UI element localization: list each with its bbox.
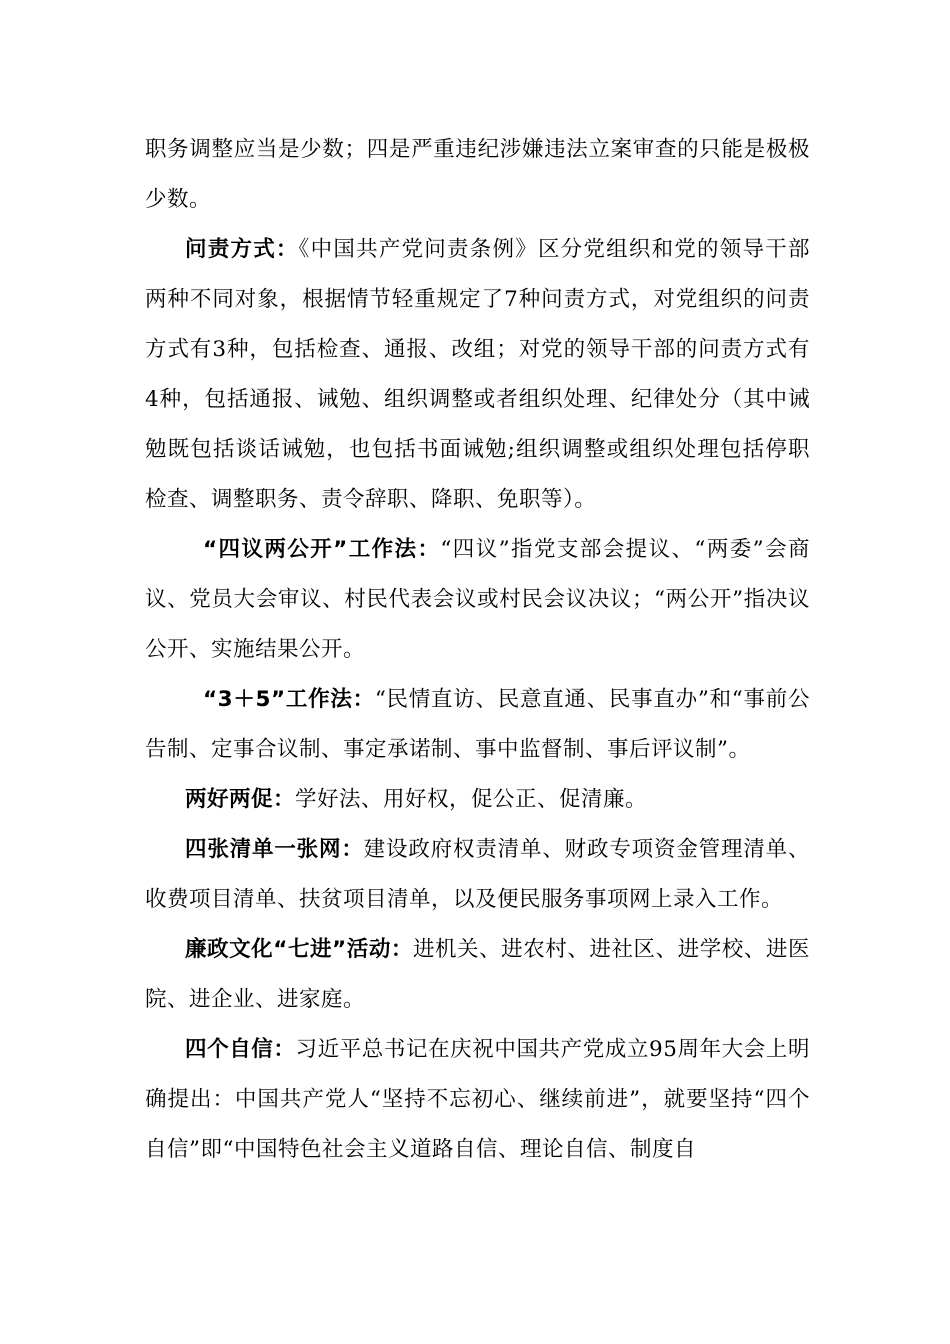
paragraph-four-discussions (145, 525, 810, 675)
paragraph-text: “民情直访、民意直通、民事直办”和“事前公告制、定事合议制、事定承诺制、事中监督制、事后评议制”。 (145, 687, 810, 762)
paragraph-text: 职务调整应当是少数；四是严重违纪涉嫌违法立案审查的只能是极极少数。 (145, 137, 810, 212)
paragraph-accountability-methods (145, 225, 810, 525)
paragraph-text: “四议”指党支部会提议、“两委”会商议、党员大会审议、村民代表会议或村民会议决议；“两公开”指决议公开、实施结果公开。 (145, 537, 811, 662)
paragraph-term: 四张清单一张网： (185, 837, 364, 862)
paragraph-text: 《中国共产党问责条例》区分党组织和党的领导干部两种不同对象，根据情节轻重规定了7种问责方式，对党组织的问责方式有3种，包括检查、通报、改组；对党的领导干部的问责方式有4种，包括通报、诫勉、组织调整或者组织处理、纪律处分（其中诫勉既包括谈话诫勉，也包括书面诫勉;组织调整或组织处理包括停职检查、调整职务、责令辞职、降职、免职等）。 (145, 237, 810, 512)
paragraph-term: 问责方式： (185, 237, 299, 262)
paragraph-text: 习近平总书记在庆祝中国共产党成立95周年大会上明确提出：中国共产党人“坚持不忘初心、继续前进”，就要坚持“四个自信”即“中国特色社会主义道路自信、理论自信、制度自 (145, 1037, 810, 1162)
paragraph-3plus5-method (145, 675, 810, 775)
paragraph-term: 两好两促： (185, 787, 296, 812)
paragraph-term: 四个自信： (185, 1037, 296, 1062)
paragraph-text: 建设政府权责清单、财政专项资金管理清单、收费项目清单、扶贫项目清单，以及便民服务事项网上录入工作。 (145, 837, 810, 912)
paragraph-continuation (145, 125, 810, 225)
paragraph-text: 学好法、用好权，促公正、促清廉。 (295, 787, 648, 812)
paragraph-two-goods-two-promotes (145, 775, 810, 825)
paragraph-term: “3＋5”工作法： (203, 687, 375, 712)
paragraph-four-confidences (145, 1025, 810, 1175)
document-page (145, 125, 810, 1175)
paragraph-term: “四议两公开”工作法： (203, 537, 441, 562)
paragraph-integrity-culture (145, 925, 810, 1025)
paragraph-four-lists-one-network (145, 825, 810, 925)
paragraph-term: 廉政文化“七进”活动： (185, 937, 413, 962)
paragraph-text: 进机关、进农村、进社区、进学校、进医院、进企业、进家庭。 (145, 937, 810, 1012)
